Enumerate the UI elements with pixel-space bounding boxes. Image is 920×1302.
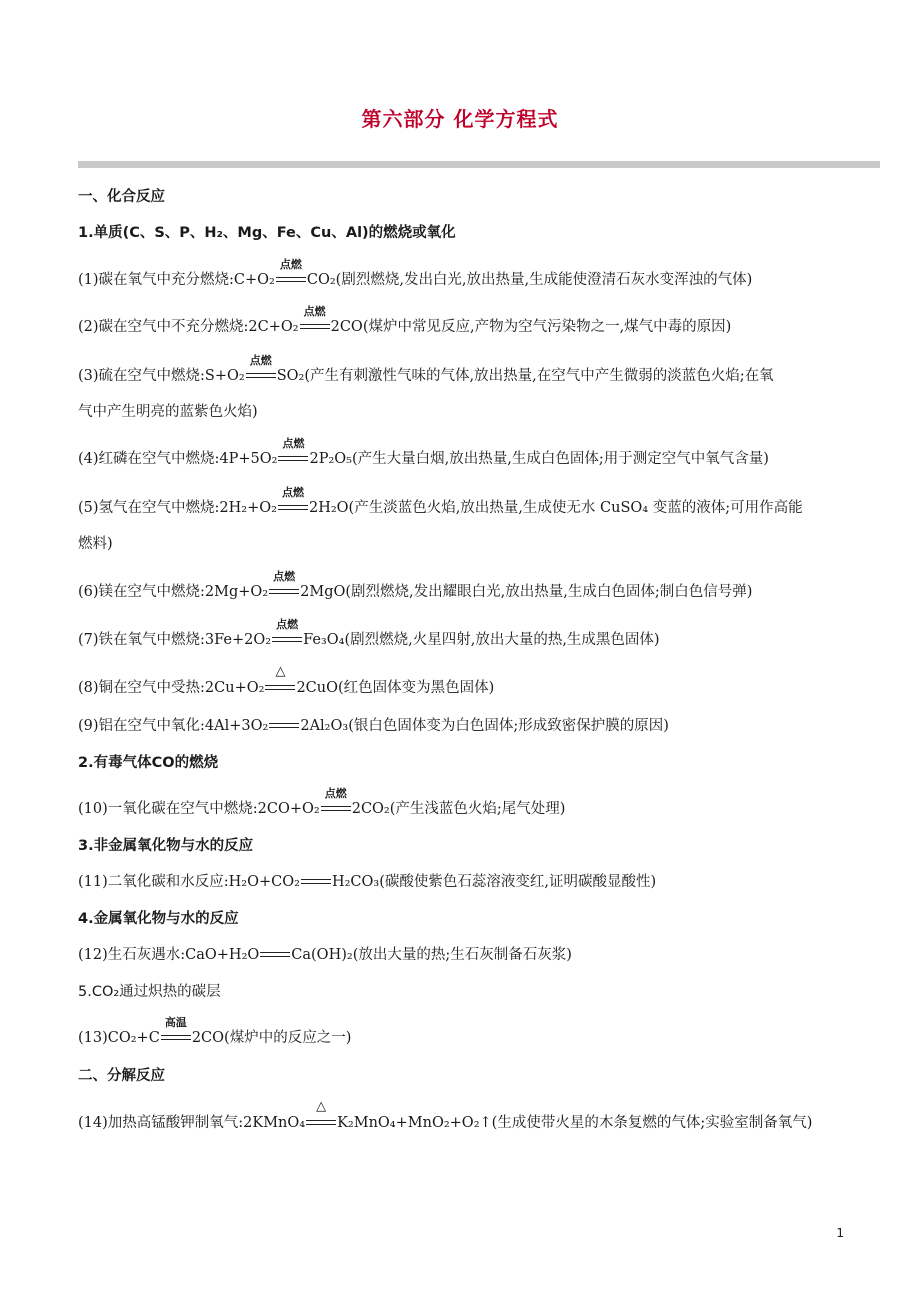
equation-line-5 bbox=[78, 486, 858, 518]
equation-note-continued: 燃料) bbox=[78, 536, 113, 552]
equation-reactants: (10)一氧化碳在空气中燃烧:2CO+O₂ bbox=[78, 801, 320, 817]
equals-sign bbox=[300, 305, 330, 332]
equals-sign bbox=[301, 873, 331, 887]
equation-line-4 bbox=[78, 437, 858, 469]
equation-line-1 bbox=[78, 258, 858, 290]
subsection-heading: 2.有毒气体CO的燃烧 bbox=[78, 755, 219, 771]
title-divider bbox=[78, 161, 880, 168]
section-heading: 二、分解反应 bbox=[78, 1068, 165, 1084]
equals-sign bbox=[321, 787, 351, 814]
condition-label: 点燃 bbox=[281, 486, 304, 499]
equation-reactants: (4)红磷在空气中燃烧:4P+5O₂ bbox=[78, 451, 278, 467]
equation-note: (红色固体变为黑色固体) bbox=[337, 680, 495, 696]
equation-products: 2MgO bbox=[300, 584, 346, 600]
equation-line-12 bbox=[78, 945, 858, 965]
equation-note: (银白色固体变为白色固体;形成致密保护膜的原因) bbox=[348, 718, 669, 734]
equals-sign bbox=[272, 618, 302, 645]
equation-reactants: (11)二氧化碳和水反应:H₂O+CO₂ bbox=[78, 874, 300, 890]
condition-label: 点燃 bbox=[279, 258, 302, 271]
equation-products: 2CuO bbox=[296, 680, 338, 696]
equation-products: 2H₂O bbox=[308, 500, 349, 516]
condition-label: 点燃 bbox=[282, 437, 305, 450]
equals-sign bbox=[265, 664, 295, 693]
equation-products: CO₂ bbox=[306, 272, 336, 288]
equals-sign bbox=[269, 570, 299, 597]
equation-products: 2Al₂O₃ bbox=[300, 718, 349, 734]
equation-line-7 bbox=[78, 618, 858, 650]
equation-reactants: (8)铜在空气中受热:2Cu+O₂ bbox=[78, 680, 265, 696]
equation-line-10 bbox=[78, 787, 858, 819]
equation-note: (产生大量白烟,放出热量,生成白色固体;用于测定空气中氧气含量) bbox=[351, 451, 769, 467]
equals-sign bbox=[269, 717, 299, 731]
equation-products: 2CO bbox=[191, 1030, 225, 1046]
equation-products: 2CO₂ bbox=[351, 801, 390, 817]
equation-line-6 bbox=[78, 570, 858, 602]
equation-line-8 bbox=[78, 664, 858, 698]
equals-sign bbox=[260, 946, 290, 960]
equation-note: (煤炉中常见反应,产物为空气污染物之一,煤气中毒的原因) bbox=[362, 319, 732, 335]
condition-label: 点燃 bbox=[276, 618, 299, 631]
equation-products: H₂CO₃ bbox=[331, 874, 380, 890]
condition-label: 点燃 bbox=[273, 570, 296, 583]
equals-sign bbox=[306, 1099, 336, 1128]
equation-products: Fe₃O₄ bbox=[303, 632, 345, 648]
equation-reactants: (13)CO₂+C bbox=[78, 1030, 160, 1046]
equals-sign bbox=[278, 437, 308, 464]
equation-reactants: (2)碳在空气中不充分燃烧:2C+O₂ bbox=[78, 319, 299, 335]
equation-reactants: (9)铝在空气中氧化:4Al+3O₂ bbox=[78, 718, 269, 734]
condition-label: 点燃 bbox=[324, 787, 347, 800]
heat-triangle-icon: △ bbox=[316, 1099, 327, 1114]
equation-line-13 bbox=[78, 1016, 858, 1048]
subsection-heading: 3.非金属氧化物与水的反应 bbox=[78, 838, 254, 854]
page-number: 1 bbox=[836, 1226, 844, 1240]
equation-note: (剧烈燃烧,发出耀眼白光,放出热量,生成白色固体;制白色信号弹) bbox=[345, 584, 753, 600]
equals-sign bbox=[246, 354, 276, 381]
equation-reactants: (3)硫在空气中燃烧:S+O₂ bbox=[78, 368, 245, 384]
equation-line-9 bbox=[78, 716, 858, 736]
equation-products: 2P₂O₅ bbox=[309, 451, 352, 467]
equation-note: (煤炉中的反应之一) bbox=[224, 1030, 352, 1046]
equation-note: (生成使带火星的木条复燃的气体;实验室制备氧气) bbox=[491, 1115, 813, 1131]
equation-line-14 bbox=[78, 1099, 858, 1133]
equation-note: (产生有刺激性气味的气体,放出热量,在空气中产生微弱的淡蓝色火焰;在氧 bbox=[304, 368, 774, 384]
equation-products: SO₂ bbox=[276, 368, 305, 384]
page-title: 第六部分 化学方程式 bbox=[361, 107, 559, 131]
subsection-heading: 4.金属氧化物与水的反应 bbox=[78, 911, 239, 927]
equals-sign bbox=[276, 258, 306, 285]
equation-line-2 bbox=[78, 305, 858, 337]
equation-note: (产生淡蓝色火焰,放出热量,生成使无水 CuSO₄ 变蓝的液体;可用作高能 bbox=[348, 500, 803, 516]
condition-label: 高温 bbox=[164, 1016, 187, 1029]
equation-note: (放出大量的热;生石灰制备石灰浆) bbox=[352, 947, 572, 963]
equation-products: Ca(OH)₂ bbox=[291, 947, 353, 963]
equation-note: (剧烈燃烧,火星四射,放出大量的热,生成黑色固体) bbox=[344, 632, 660, 648]
equation-reactants: (6)镁在空气中燃烧:2Mg+O₂ bbox=[78, 584, 269, 600]
equation-note: (碳酸使紫色石蕊溶液变红,证明碳酸显酸性) bbox=[379, 874, 657, 890]
heat-triangle-icon: △ bbox=[275, 664, 286, 679]
condition-label: 点燃 bbox=[249, 354, 272, 367]
subsection-heading: 5.CO₂通过炽热的碳层 bbox=[78, 984, 221, 1000]
equation-reactants: (1)碳在氧气中充分燃烧:C+O₂ bbox=[78, 272, 275, 288]
equation-reactants: (14)加热高锰酸钾制氧气:2KMnO₄ bbox=[78, 1115, 306, 1131]
equation-note: (产生浅蓝色火焰;尾气处理) bbox=[389, 801, 566, 817]
equation-reactants: (5)氢气在空气中燃烧:2H₂+O₂ bbox=[78, 500, 277, 516]
equation-note-continued: 气中产生明亮的蓝紫色火焰) bbox=[78, 404, 258, 420]
subsection-heading: 1.单质(C、S、P、H₂、Mg、Fe、Cu、Al)的燃烧或氧化 bbox=[78, 225, 456, 241]
section-heading: 一、化合反应 bbox=[78, 189, 165, 205]
equals-sign bbox=[161, 1016, 191, 1043]
equation-products: K₂MnO₄+MnO₂+O₂↑ bbox=[337, 1115, 492, 1131]
equals-sign bbox=[278, 486, 308, 513]
equation-products: 2CO bbox=[330, 319, 363, 335]
equation-note: (剧烈燃烧,发出白光,放出热量,生成能使澄清石灰水变浑浊的气体) bbox=[335, 272, 753, 288]
equation-line-11 bbox=[78, 872, 858, 892]
condition-label: 点燃 bbox=[303, 305, 326, 318]
equation-line-3 bbox=[78, 354, 858, 386]
equation-reactants: (12)生石灰遇水:CaO+H₂O bbox=[78, 947, 260, 963]
equation-reactants: (7)铁在氧气中燃烧:3Fe+2O₂ bbox=[78, 632, 272, 648]
